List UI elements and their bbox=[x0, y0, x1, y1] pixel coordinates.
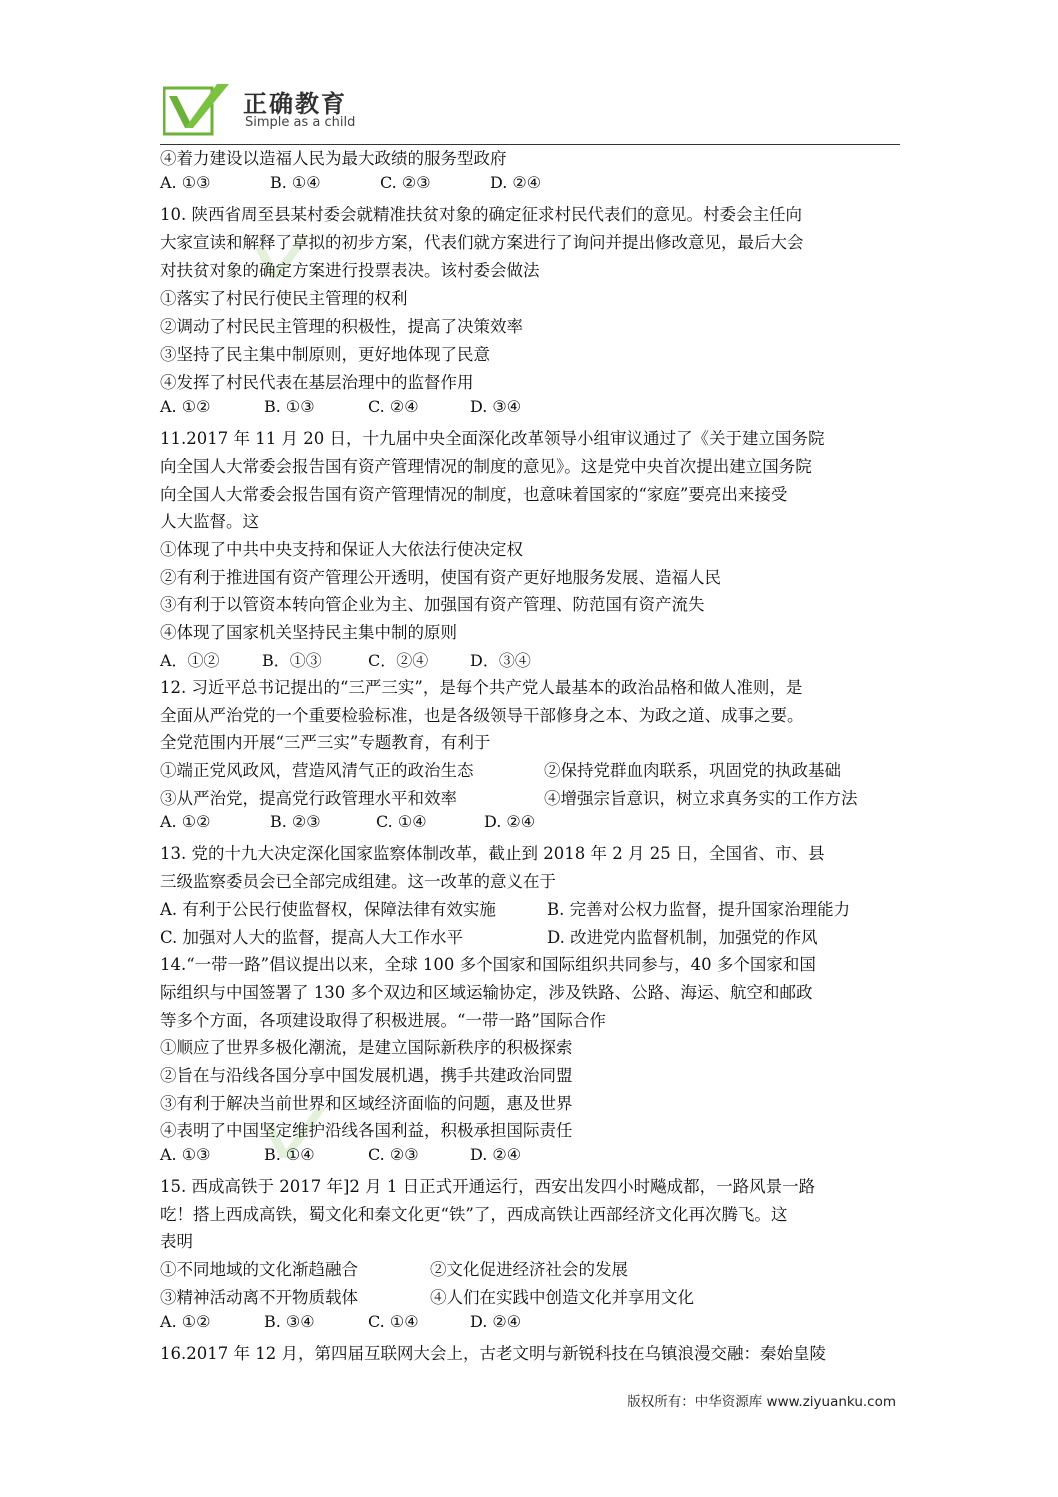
statement-2: ②保持党群血肉联系，巩固党的执政基础 bbox=[544, 761, 841, 780]
option-b[interactable]: B. ②③ bbox=[270, 812, 321, 831]
question-12-text: 12. 习近平总书记提出的“三严三实”，是每个共产党人最基本的政治品格和做人准则，是 bbox=[160, 678, 803, 697]
statement-3: ③坚持了民主集中制原则，更好地体现了民意 bbox=[160, 345, 490, 364]
question-11-text: 人大监督。这 bbox=[160, 512, 259, 531]
option-d[interactable]: D．③④ bbox=[470, 651, 531, 670]
option-b[interactable]: B. ③④ bbox=[264, 1312, 315, 1331]
question-11-text: 向全国人大常委会报告国有资产管理情况的制度，也意味着国家的“家庭”要亮出来接受 bbox=[160, 485, 788, 504]
statement-3: ③从严治党，提高党行政管理水平和效率 bbox=[160, 789, 457, 808]
option-d[interactable]: D. ③④ bbox=[470, 397, 522, 416]
option-a[interactable]: A. ①③ bbox=[160, 173, 211, 192]
statement-2: ②文化促进经济社会的发展 bbox=[430, 1260, 628, 1279]
statement-4: ④发挥了村民代表在基层治理中的监督作用 bbox=[160, 373, 474, 392]
logo-subtitle: Simple as a child bbox=[245, 115, 356, 130]
question-13-text: 三级监察委员会已全部完成组建。这一改革的意义在于 bbox=[160, 872, 556, 891]
statement-4: ④增强宗旨意识，树立求真务实的工作方法 bbox=[544, 789, 858, 808]
statement-4: ④表明了中国坚定维护沿线各国利益，积极承担国际责任 bbox=[160, 1121, 573, 1140]
statement-2: ②旨在与沿线各国分享中国发展机遇，携手共建政治同盟 bbox=[160, 1066, 573, 1085]
brand-logo bbox=[163, 82, 363, 138]
question-11-text: 11.2017 年 11 月 20 日，十九届中央全面深化改革领导小组审议通过了《关于建立国务院 bbox=[160, 429, 825, 448]
statement-1: ①端正党风政风，营造风清气正的政治生态 bbox=[160, 761, 474, 780]
option-a[interactable]: A. 有利于公民行使监督权，保障法律有效实施 bbox=[160, 900, 496, 919]
header-rule bbox=[160, 144, 900, 145]
option-b[interactable]: B. 完善对公权力监督，提升国家治理能力 bbox=[547, 900, 851, 919]
statement-4: ④体现了国家机关坚持民主集中制的原则 bbox=[160, 623, 457, 642]
question-14-text: 际组织与中国签署了 130 多个双边和区域运输协定，涉及铁路、公路、海运、航空和邮政 bbox=[160, 983, 813, 1002]
option-a[interactable]: A. ①② bbox=[160, 1312, 211, 1331]
statement-2: ②调动了村民民主管理的积极性，提高了决策效率 bbox=[160, 317, 523, 336]
option-d[interactable]: D. ②④ bbox=[490, 173, 542, 192]
copyright-footer: 版权所有：中华资源库 www.ziyuanku.com bbox=[627, 1394, 896, 1410]
option-b[interactable]: B. ①③ bbox=[264, 397, 315, 416]
statement-1: ①体现了中共中央支持和保证人大依法行使决定权 bbox=[160, 540, 523, 559]
question-11-text: 向全国人大常委会报告国有资产管理情况的制度的意见》。这是党中央首次提出建立国务院 bbox=[160, 457, 812, 476]
statement-1: ①不同地域的文化渐趋融合 bbox=[160, 1260, 358, 1279]
option-a[interactable]: A. ①② bbox=[160, 812, 211, 831]
option-d[interactable]: D. 改进党内监督机制，加强党的作风 bbox=[547, 928, 818, 947]
statement-4: ④人们在实践中创造文化并享用文化 bbox=[430, 1288, 694, 1307]
option-d[interactable]: D. ②④ bbox=[484, 812, 536, 831]
question-12-text: 全面从严治党的一个重要检验标准，也是各级领导干部修身之本、为政之道、成事之要。 bbox=[160, 706, 804, 725]
option-c[interactable]: C．②④ bbox=[368, 651, 429, 670]
option-c[interactable]: C. ②③ bbox=[368, 1145, 419, 1164]
option-c[interactable]: C. ②③ bbox=[380, 173, 431, 192]
question-15-text: 表明 bbox=[160, 1232, 193, 1251]
option-b[interactable]: B. ①④ bbox=[264, 1145, 315, 1164]
question-15-text: 15. 西成高铁于 2017 年]2 月 1 日正式开通运行，西安出发四小时飚成都，一路风景一路 bbox=[160, 1177, 816, 1196]
question-14-text: 14.“一带一路”倡议提出以来，全球 100 多个国家和国际组织共同参与，40 多个国家和国 bbox=[160, 955, 816, 974]
question-10-text: 大家宣读和解释了草拟的初步方案，代表们就方案进行了询问并提出修改意见，最后大会 bbox=[160, 233, 804, 252]
statement-3: ③有利于解决当前世界和区域经济面临的问题，惠及世界 bbox=[160, 1094, 573, 1113]
option-d[interactable]: D. ②④ bbox=[470, 1312, 522, 1331]
question-13-text: 13. 党的十九大决定深化国家监察体制改革，截止到 2018 年 2 月 25 日，全国省、市、县 bbox=[160, 844, 825, 863]
question-12-text: 全党范围内开展“三严三实”专题教育，有利于 bbox=[160, 733, 491, 752]
statement-1: ①顺应了世界多极化潮流，是建立国际新秩序的积极探索 bbox=[160, 1038, 573, 1057]
question-15-text: 吃！搭上西成高铁，蜀文化和秦文化更“铁”了，西成高铁让西部经济文化再次腾飞。这 bbox=[160, 1205, 788, 1224]
question-10-text: 10. 陕西省周至县某村委会就精准扶贫对象的确定征求村民代表们的意见。村委会主任向 bbox=[160, 205, 802, 224]
option-d[interactable]: D. ②④ bbox=[470, 1145, 522, 1164]
statement-3: ③有利于以管资本转向管企业为主、加强国有资产管理、防范国有资产流失 bbox=[160, 595, 705, 614]
option-b[interactable]: B．①③ bbox=[262, 651, 322, 670]
option-a[interactable]: A. ①③ bbox=[160, 1145, 211, 1164]
statement-1: ①落实了村民行使民主管理的权利 bbox=[160, 289, 408, 308]
question-16-text: 16.2017 年 12 月，第四届互联网大会上，古老文明与新锐科技在乌镇浪漫交融：秦始皇陵 bbox=[160, 1344, 826, 1363]
option-c[interactable]: C. ②④ bbox=[368, 397, 419, 416]
option-b[interactable]: B. ①④ bbox=[270, 173, 321, 192]
logo-check-icon bbox=[163, 82, 241, 136]
option-c[interactable]: C. ①④ bbox=[368, 1312, 419, 1331]
statement-2: ②有利于推进国有资产管理公开透明，使国有资产更好地服务发展、造福人民 bbox=[160, 568, 721, 587]
logo-title: 正确教育 bbox=[243, 90, 347, 118]
option-a[interactable]: A. ①② bbox=[160, 397, 211, 416]
option-a[interactable]: A．①② bbox=[160, 651, 220, 670]
item-statement: ④着力建设以造福人民为最大政绩的服务型政府 bbox=[160, 149, 507, 168]
option-c[interactable]: C. 加强对人大的监督，提高人大工作水平 bbox=[160, 928, 464, 947]
question-10-text: 对扶贫对象的确定方案进行投票表决。该村委会做法 bbox=[160, 261, 540, 280]
statement-3: ③精神活动离不开物质载体 bbox=[160, 1288, 358, 1307]
question-14-text: 等多个方面，各项建设取得了积极进展。“一带一路”国际合作 bbox=[160, 1011, 606, 1030]
option-c[interactable]: C. ①④ bbox=[376, 812, 427, 831]
